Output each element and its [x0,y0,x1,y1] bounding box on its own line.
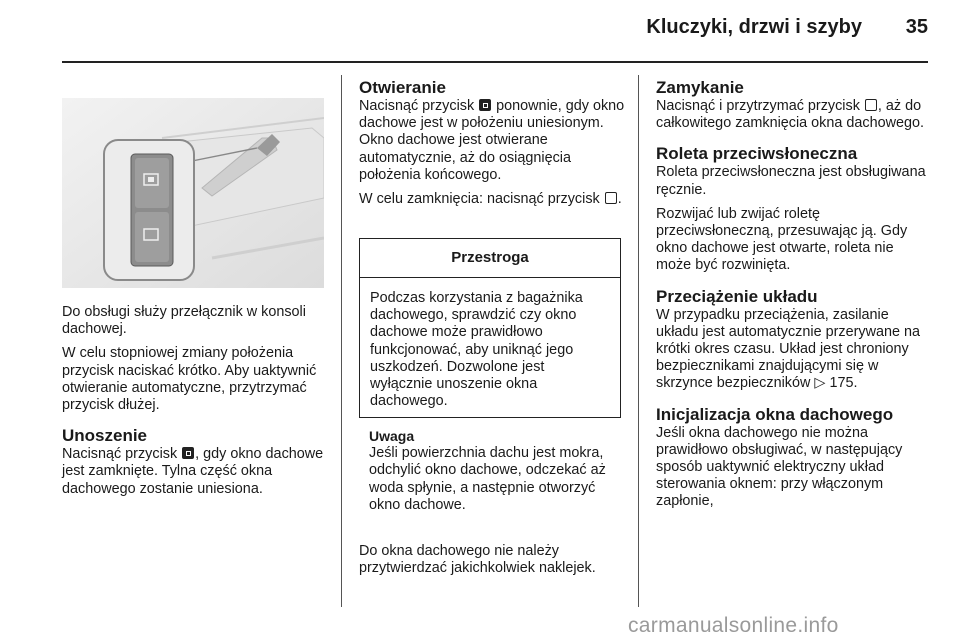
sunblind-paragraph-2: Rozwijać lub zwijać roletę przeciwsłoneczną, przesuwając ją. Gdy okno dachowe jest otwarte, roleta nie może być rozwinięta. [656,205,908,274]
raise-paragraph [62,446,332,498]
caution-title: Przestroga [360,239,620,278]
close-paragraph [656,98,928,132]
open-text-a: Nacisnąć przycisk [359,98,475,114]
overload-paragraph [656,307,928,393]
watermark: carmanualsonline.info [628,614,839,637]
heading-close: Zamykanie [656,78,744,97]
close-button-icon [865,99,877,111]
stepwise-paragraph: W celu stopniowej zmiany położenia przycisk naciskać krótko. Aby uaktywnić otwieranie automatyczne, przytrzymać przycisk dłużej. [62,345,317,414]
note-text: Jeśli powierzchnia dachu jest mokra, odchylić okno dachowe, odczekać aż woda spłynie, a następnie otworzyć okno dachowe. [369,445,606,513]
heading-open: Otwieranie [359,78,446,97]
header-rule [62,61,928,63]
close-text-a: W celu zamknięcia: nacisnąć przycisk [359,191,600,208]
sunroof-switch-illustration [62,98,324,288]
note-block [369,428,619,514]
sticker-paragraph: Do okna dachowego nie należy przytwierdzać jakichkolwiek naklejek. [359,543,596,577]
close-text-b: . [617,191,622,208]
overload-text: W przypadku przeciążenia, zasilanie układu jest automatycznie przerywane na krótki okres czasu. Układ jest chroniony bezpiecznikami znajdującymi się w skrzynce bezpieczników [656,306,920,392]
open-text-b: ponownie, gdy okno dachowe jest w położeniu uniesionym. Okno dachowe jest otwierane automatycznie, aż do osiągnięcia położenia końcowego. [359,98,625,183]
heading-raise: Unoszenie [62,426,148,446]
heading-overload: Przeciążenie układu [656,286,818,306]
close-button-icon [605,192,617,204]
overload-text-end: . [853,375,858,392]
caution-text: Podczas korzystania z bagażnika dachowego, sprawdzić czy okno dachowe może prawidłowo funkcjonować, aby uniknąć jego uszkodzeń. Dozwolone jest wyłącznie unoszenie okna dachowego. [370,290,583,410]
caution-box [359,238,621,418]
running-header: Kluczyki, drzwi i szyby [646,16,862,38]
close-instruction-paragraph [359,191,629,208]
column-divider-2 [638,75,639,607]
page-number: 35 [905,16,928,38]
heading-initialization: Inicjalizacja okna dachowego [656,404,894,424]
page-reference-icon: ▷ [814,375,826,392]
intro-paragraph: Do obsługi służy przełącznik w konsoli dachowej. [62,304,306,338]
sunblind-paragraph-1: Roleta przeciwsłoneczna jest obsługiwana ręcznie. [656,164,926,198]
heading-sunblind: Roleta przeciwsłoneczna [656,144,858,164]
column-3 [656,78,928,518]
raise-text-a: Nacisnąć przycisk [62,446,178,463]
close3-text-a: Nacisnąć i przytrzymać przycisk [656,98,860,114]
tilt-button-icon [182,447,194,459]
raise-text-b: , gdy okno dachowe jest zamknięte. Tylna część okna dachowego zostanie uniesiona. [62,446,324,497]
roof-switch-icon [62,98,324,288]
tilt-button-icon [479,99,491,111]
sticker-warning [359,543,631,584]
note-title: Uwaga [369,428,415,444]
open-paragraph [359,98,629,184]
close3-text-b: , aż do całkowitego zamknięcia okna dachowego. [656,98,924,132]
fuse-page-reference[interactable]: 175 [829,375,854,392]
initialization-paragraph: Jeśli okna dachowego nie można prawidłowo obsługiwać, w następujący sposób uaktywnić elektryczny układ sterowania oknem: przy włączonym zapłonie, [656,424,903,510]
column-divider-1 [341,75,342,607]
column-2 [359,78,629,215]
column-1 [62,304,332,505]
